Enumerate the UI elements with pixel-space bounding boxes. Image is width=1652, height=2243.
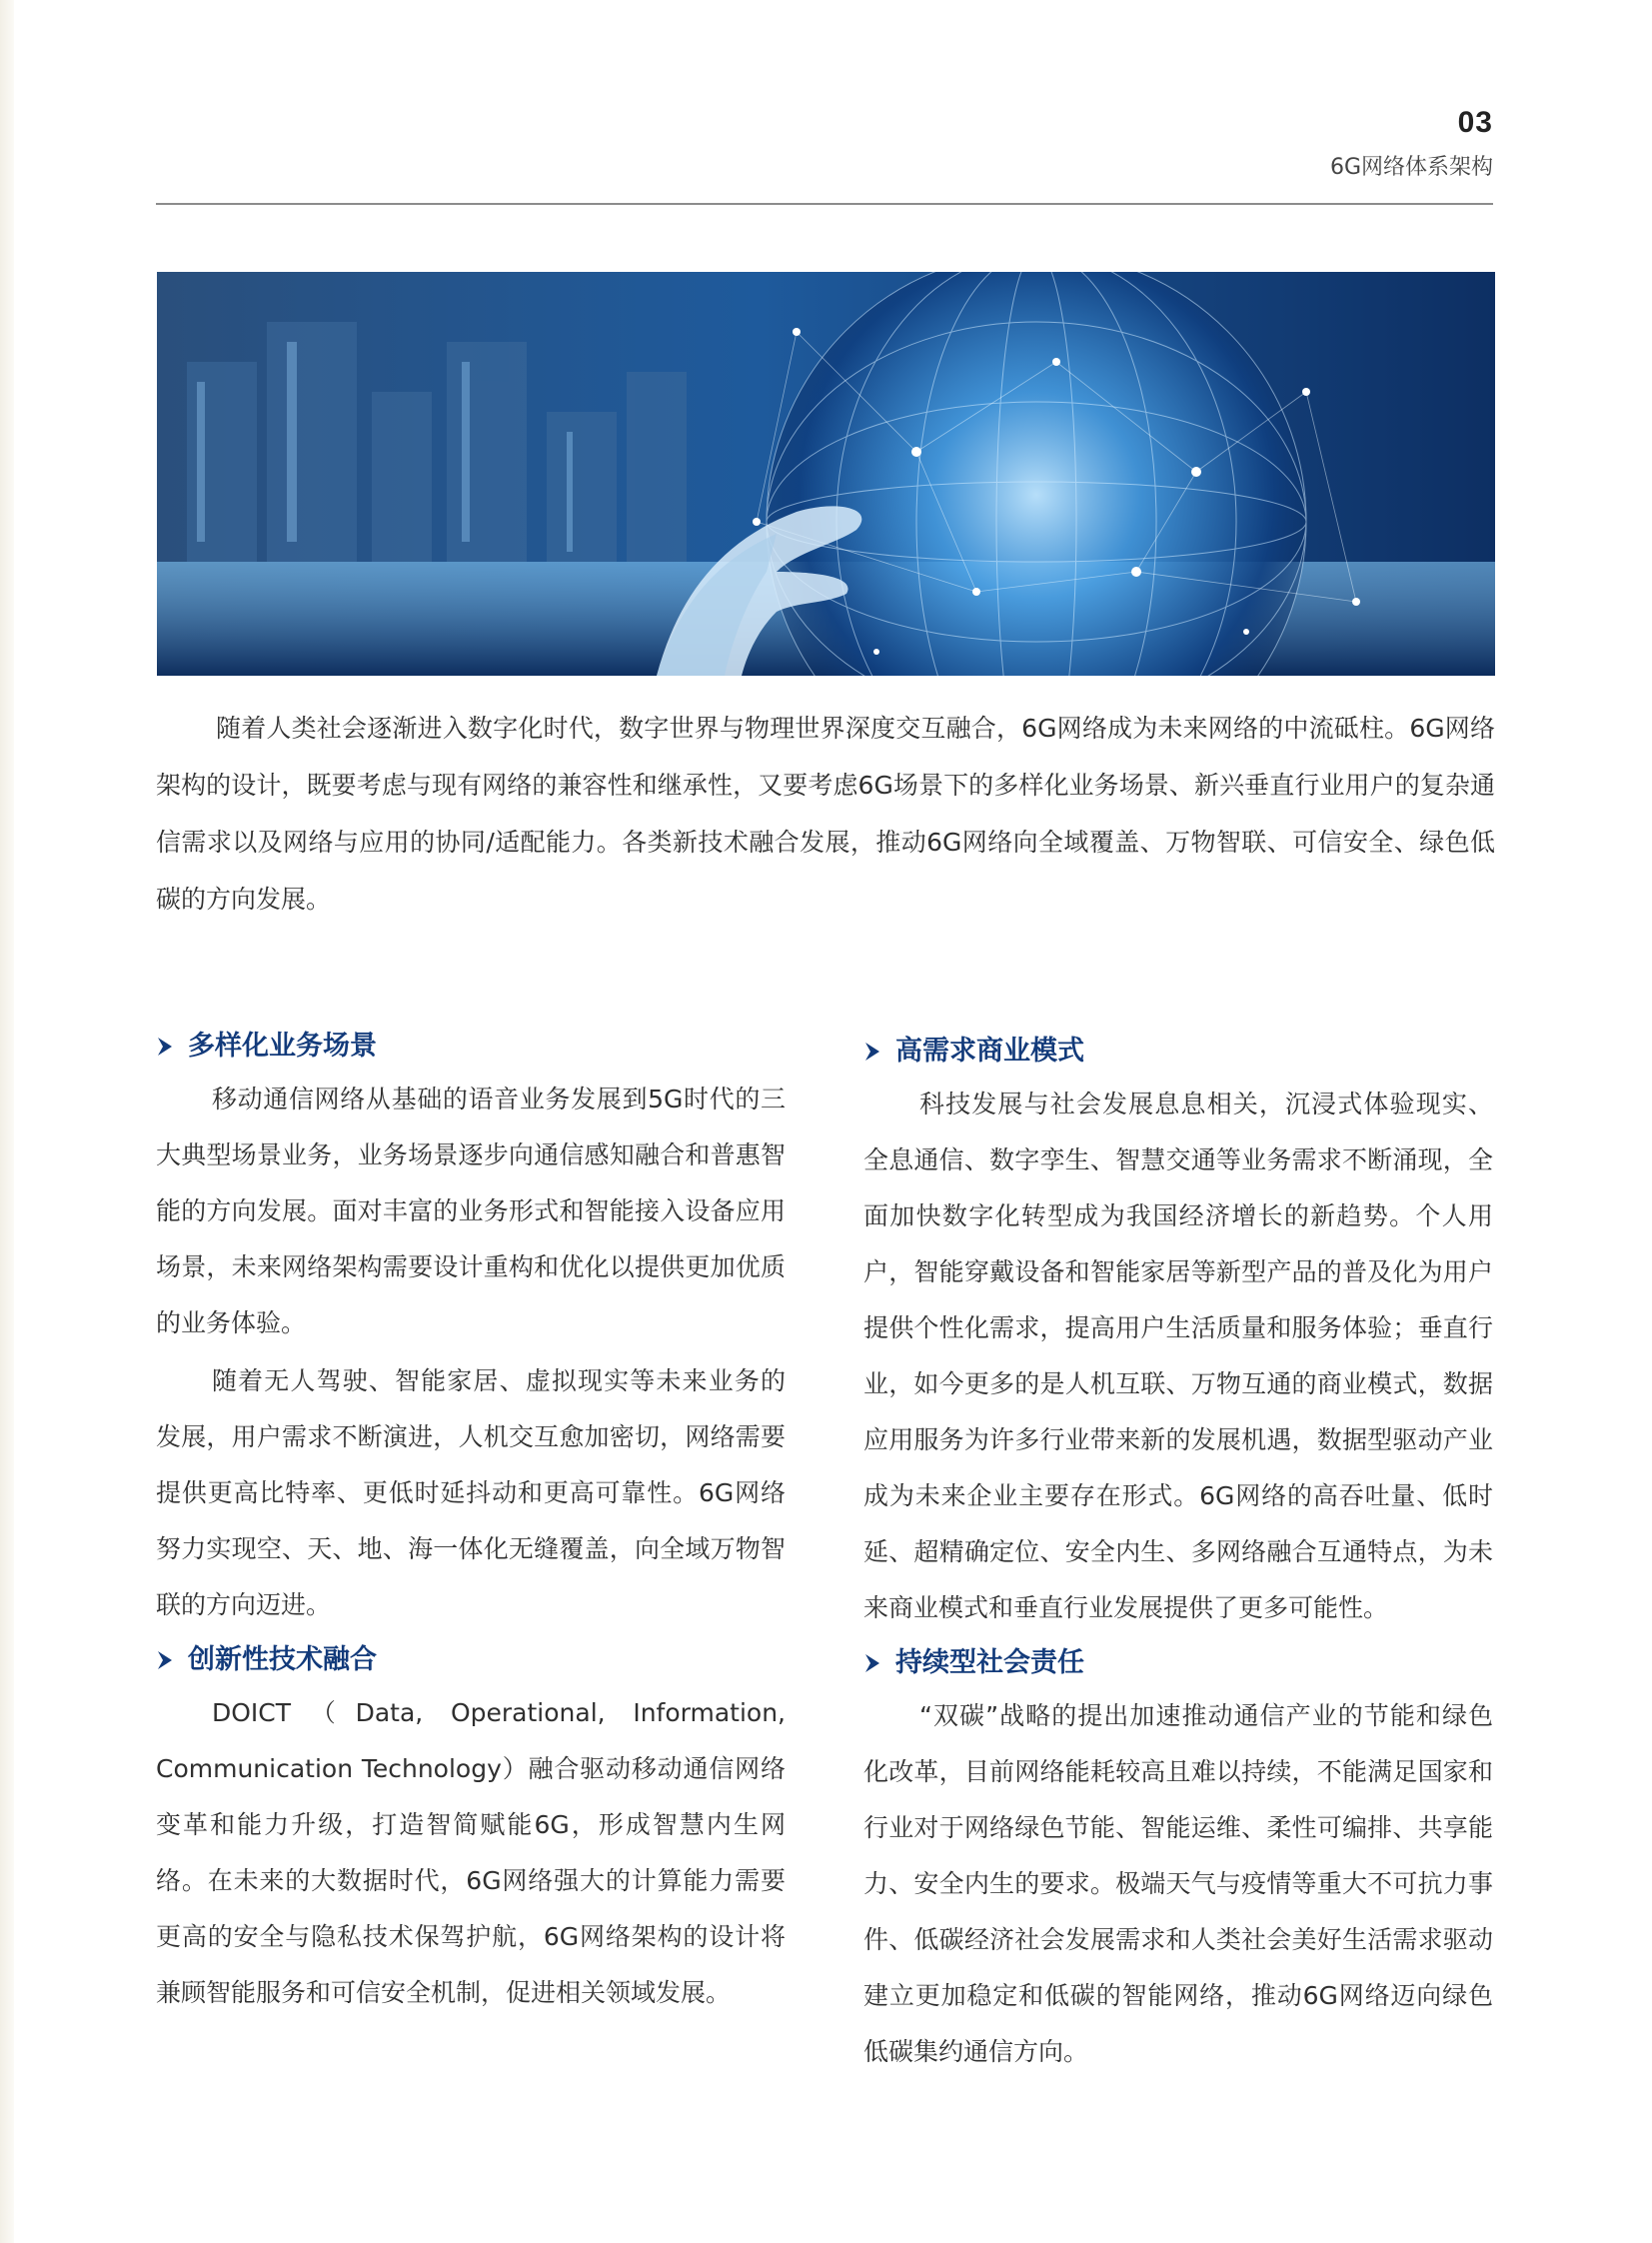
triangle-arrow-icon [156, 1036, 174, 1058]
left-column [156, 1022, 786, 2023]
chapter-title: 6G网络体系架构 [1329, 155, 1493, 180]
section-title: 持续型社会责任 [895, 1647, 1084, 1678]
paragraph: 移动通信网络从基础的语音业务发展到5G时代的三大典型场景业务，业务场景逐步向通信感知融合和普惠智能的方向发展。面对丰富的业务形式和智能接入设备应用场景，未来网络架构需要设计重构和优化以提供更加优质的业务体验。 [156, 1085, 786, 1337]
section-title: 高需求商业模式 [895, 1036, 1084, 1067]
section-heading-business-models [863, 1027, 1493, 1077]
right-column [863, 1027, 1493, 2082]
page-number: 03 [1457, 106, 1493, 139]
triangle-arrow-icon [863, 1041, 881, 1063]
paragraph: DOICT（Data, Operational, Information, Communication Technology）融合驱动移动通信网络变革和能力升级，打造智简赋能6G，形成智慧内生网络。在未来的大数据时代，6G网络强大的计算能力需要更高的安全与隐私技术保驾护航，6G网络架构的设计将兼顾智能服务和可信安全机制，促进相关领域发展。 [156, 1698, 786, 2007]
globe-network-hand-image [157, 272, 1495, 676]
intro-paragraph [156, 700, 1495, 928]
paragraph: 科技发展与社会发展息息相关，沉浸式体验现实、全息通信、数字孪生、智慧交通等业务需求不断涌现，全面加快数字化转型成为我国经济增长的新趋势。个人用户，智能穿戴设备和智能家居等新型产品的普及化为用户提供个性化需求，提高用户生活质量和服务体验；垂直行业，如今更多的是人机互联、万物互通的商业模式，数据应用服务为许多行业带来新的发展机遇，数据型驱动产业成为未来企业主要存在形式。6G网络的高吞吐量、低时延、超精确定位、安全内生、多网络融合互通特点，为未来商业模式和垂直行业发展提供了更多可能性。 [863, 1090, 1493, 1622]
section-heading-diverse-scenarios [156, 1022, 786, 1072]
paragraph: 随着无人驾驶、智能家居、虚拟现实等未来业务的发展，用户需求不断演进，人机交互愈加密切，网络需要提供更高比特率、更低时延抖动和更高可靠性。6G网络努力实现空、天、地、海一体化无缝覆盖，向全域万物智联的方向迈进。 [156, 1366, 786, 1619]
section-title: 多样化业务场景 [188, 1031, 377, 1062]
header-divider [156, 203, 1493, 205]
page-edge [0, 0, 14, 2243]
paragraph: “双碳”战略的提出加速推动通信产业的节能和绿色化改革，目前网络能耗较高且难以持续，不能满足国家和行业对于网络绿色节能、智能运维、柔性可编排、共享能力、安全内生的要求。极端天气与疫情等重大不可抗力事件、低碳经济社会发展需求和人类社会美好生活需求驱动建立更加稳定和低碳的智能网络，推动6G网络迈向绿色低碳集约通信方向。 [863, 1701, 1493, 2066]
section-heading-social-responsibility [863, 1638, 1493, 1688]
section-heading-innovative-tech [156, 1635, 786, 1685]
section-title: 创新性技术融合 [188, 1644, 377, 1675]
intro-text: 随着人类社会逐渐进入数字化时代，数字世界与物理世界深度交互融合，6G网络成为未来网络的中流砥柱。6G网络架构的设计，既要考虑与现有网络的兼容性和继承性，又要考虑6G场景下的多样化业务场景、新兴垂直行业用户的复杂通信需求以及网络与应用的协同/适配能力。各类新技术融合发展，推动6G网络向全域覆盖、万物智联、可信安全、绿色低碳的方向发展。 [156, 714, 1495, 914]
hero-image [157, 272, 1495, 676]
triangle-arrow-icon [156, 1649, 174, 1671]
triangle-arrow-icon [863, 1652, 881, 1674]
